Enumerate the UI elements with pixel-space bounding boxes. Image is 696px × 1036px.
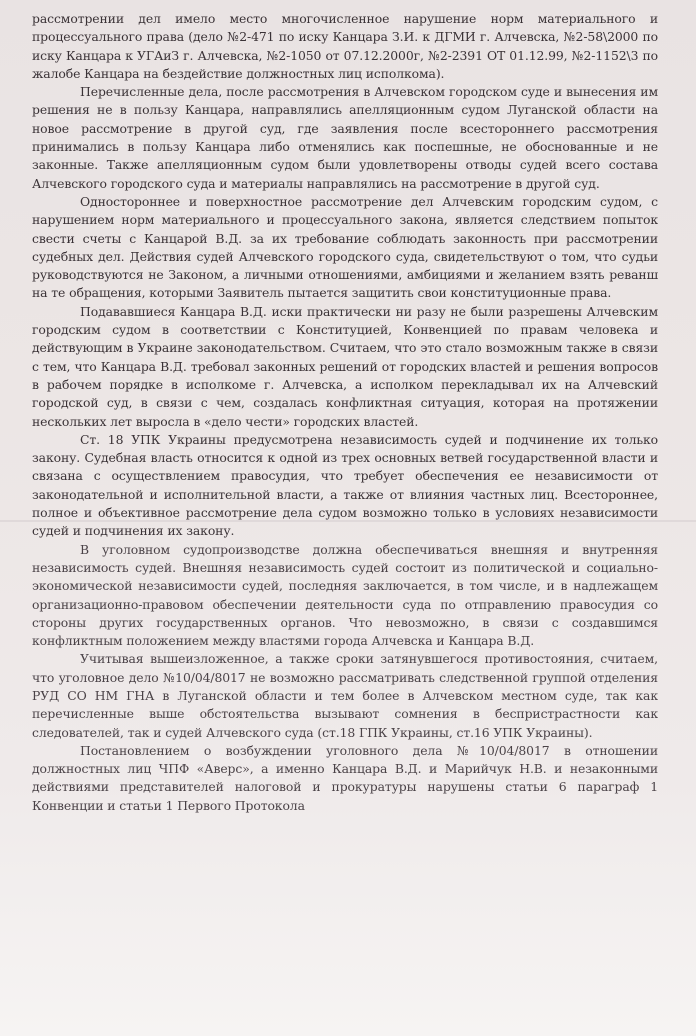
paragraph-resolution: Постановлением о возбуждении уголовного дела №10/04/8017 в отношении должностных лиц ЧПФ «Аверс», а именно Канцара В.Д. и Марийчук Н.В. и незаконными действиями представителей налоговой и прокуратуры нарушены статьи 6 параграф 1 Конвенции и статьи 1 Первого Протокола <box>32 742 658 813</box>
paragraph-appeals: Перечисленные дела, после рассмотрения в Алчевском городском суде и вынесения им решения не в пользу Канцара, направлялись апелляционным судом Луганской области на новое рассмотрение в другой суд, где заявления после всестороннего рассмотрения принимались в пользу Канцара либо отменялись как поспешные, не обоснованные и не законные. Также апелляционным судом были удовлетворены отводы судей всего состава Алчевского городского суда и материалы направлялись на рассмотрение в другой суд. <box>32 84 658 191</box>
paragraph-independence: В уголовном судопроизводстве должна обеспечиваться внешняя и внутренняя независимость судей. Внешняя независимость судей состоит из политической и социально-экономической независимости судей, последняя заключается, в том числе, и в надлежащем организационно-правовом обеспечении деятельности суда по отправлению правосудия со стороны других государственных органов. Что невозможно, в связи с создавшимся конфликтным положением между властями города Алчевска и Канцара В.Д. <box>32 541 658 649</box>
paragraph-1-continuation: рассмотрении дел имело место многочисленное нарушение норм материального и процессуального права (дело №2-471 по иску Канцара З.И. к ДГМИ г. Алчевска, №2-58\2000 по иску Канцара к УГАиЗ г. Алчевска, №2-1050 от 07.12.2000г, №2-2391 ОТ 01.12.99, №2-1152\3 по жалобе Канцара на бездействие должностных лиц исполкома). <box>32 11 658 81</box>
paragraph-lawsuits: Подававшиеся Канцара В.Д. иски практически ни разу не были разрешены Алчевским городским судом в соответствии с Конституцией, Конвенцией по правам человека и действующим в Украине законодательством. Считаем, что это стало возможным также в связи с тем, что Канцара В.Д. требовал законных решений от городских властей и решения вопросов в рабочем порядке в исполкоме г. Алчевска, а исполком перекладывал их на Алчевский городской суд, в связи с чем, создалась конфликтная ситуация, которая на протяжении нескольких лет выросла в «дело чести» городских властей. <box>32 303 658 429</box>
paper-fold-line <box>0 520 696 522</box>
paragraph-conclusion: Учитывая вышеизложенное, а также сроки затянувшегося противостояния, считаем, что уголовное дело №10/04/8017 не возможно рассматривать следственной группой отделения РУД СО НМ ГНА в Луганской области и тем более в Алчевском местном суде, так как перечисленные выше обстоятельства вызывают сомнения в беспристрастности как следователей, так и судей Алчевского суда (ст.18 ГПК Украины, ст.16 УПК Украины). <box>32 651 658 740</box>
paragraph-one-sided-review: Одностороннее и поверхностное рассмотрение дел Алчевским городским судом, с нарушением норм материального и процессуального закона, является следствием попыток свести счеты с Канцарой В.Д. за их требование соблюдать законность при рассмотрении судебных дел. Действия судей Алчевского городского суда, свидетельствуют о том, что судьи руководствуются не Законом, а личными отношениями, амбициями и желанием взять реванш на те обращения, которыми Заявитель пытается защитить свои конституционные права. <box>32 193 658 301</box>
paragraph-article-18: Ст. 18 УПК Украины предусмотрена независимость судей и подчинение их только закону. Судебная власть относится к одной из трех основных ветвей государственной власти и связана с осуществлением правосудия, что требует обеспечения ее независимости от законодательной и исполнительной власти, а также от влияния частных лиц. Всестороннее, полное и объективное рассмотрение дела судом возможно только в условиях независимости судей и подчинения их закону. <box>32 431 658 539</box>
